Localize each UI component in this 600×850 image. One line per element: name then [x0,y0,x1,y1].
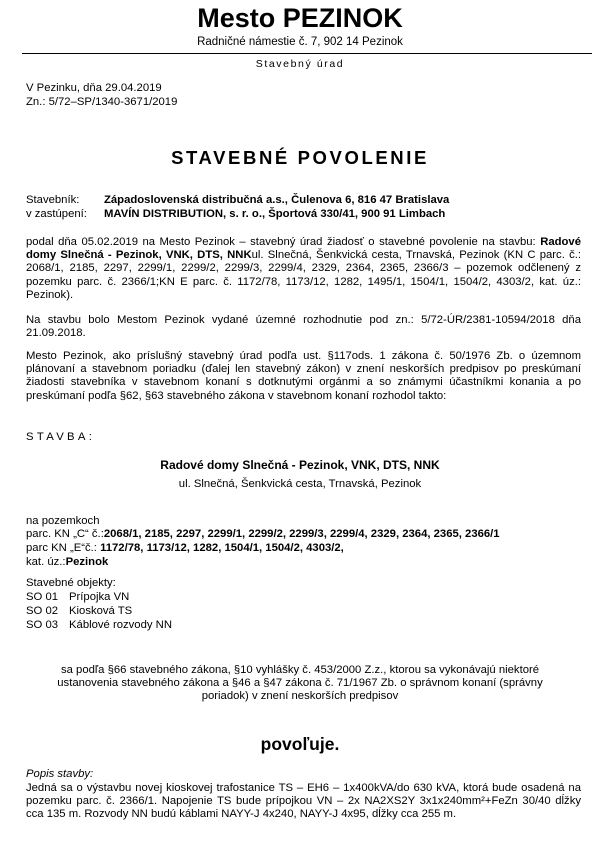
object-code: SO 03 [26,619,59,631]
verdict: povoľuje. [260,734,340,754]
project-name: Radové domy Slnečná - Pezinok, VNK, DTS, NNK [160,458,440,472]
object-code: SO 01 [26,591,59,603]
place-date: V Pezinku, dňa 29.04.2019 [26,82,162,94]
document-title: STAVEBNÉ POVOLENIE [171,147,429,168]
parcels-kn-c [26,528,500,541]
parcels-intro: na pozemkoch [26,515,100,527]
application-text-end: ul. Slnečná, Šenkvická cesta, Trnavská, Pezinok (KN C parc. č.: 2068/1, 2185, 2297, 2299/1, 2299/2, 2299/3, 2299/4, 2329, 2364, 2365, 2366/3 – pozemok odčlenený z pozemku parc. č. 2366/1;KN E parc. č. 1172/78, 1173/12, 1282, 1495/1, 1504/1, 1504/2, 4303/2, kat. úz.: Pezinok). [26,249,581,301]
legal-basis-paragraph: sa podľa §66 stavebného zákona, §10 vyhlášky č. 453/2000 Z.z., ktorou sa vykonávajú niektoré ustanovenia stavebného zákona a §46 a §47 zákona č. 71/1967 Zb. o správnom konaní (správny poriadok) v znení neskorších predpisov [57,664,543,703]
stavba-label: STAVBA: [26,431,96,443]
object-code: SO 02 [26,605,59,617]
builder-row [26,194,586,207]
building-objects-label: Stavebné objekty: [26,577,116,589]
object-name: Prípojka VN [69,591,130,603]
building-object-item [26,591,129,604]
parcels-kn-e-values: 1172/78, 1173/12, 1282, 1504/1, 1504/2, 4303/2, [100,542,344,554]
header-divider [22,53,592,54]
builder-label: Stavebník: [26,194,80,206]
parcels-kn-c-values: 2068/1, 2185, 2297, 2299/1, 2299/2, 2299/3, 2299/4, 2329, 2364, 2365, 2366/1 [103,528,500,540]
building-object-item [26,619,172,632]
town-title: Mesto PEZINOK [197,3,403,33]
representative-value: MAVÍN DISTRIBUTION, s. r. o., Športová 330/41, 900 91 Limbach [104,208,446,220]
description-text: Jedná sa o výstavbu novej kioskovej trafostanice TS – EH6 – 1x400kVA/do 630 kVA, ktorá bude osadená na pozemku parc. č. 2366/1. Napojenie TS bude prípojkou VN – 2x NA2XS2Y 3x1x240mm²+FeZn 30/40 dĺžky cca 135 m. Rozvody NN budú káblami NAYY-J 4x240, NAYY-J 4x95, dĺžky cca 255 m. [26,782,581,821]
builder-value: Západoslovenská distribučná a.s., Čulenova 6, 816 47 Bratislava [104,194,450,206]
project-address: ul. Slnečná, Šenkvická cesta, Trnavská, Pezinok [178,478,422,490]
zoning-decision-paragraph: Na stavbu bolo Mestom Pezinok vydané územné rozhodnutie pod zn.: 5/72-ÚR/2381-10594/2018 dňa 21.09.2018. [26,314,581,340]
building-object-item [26,605,132,618]
town-address: Radničné námestie č. 7, 902 14 Pezinok [197,36,403,48]
application-text-start: podal dňa 05.02.2019 na Mesto Pezinok – stavebný úrad žiadosť o stavebné povolenie na stavbu: [26,236,541,248]
description-label: Popis stavby: [26,768,94,780]
cadastral-area-value: Pezinok [65,556,109,568]
authority-paragraph: Mesto Pezinok, ako príslušný stavebný úrad podľa ust. §117ods. 1 zákona č. 50/1976 Zb. o územnom plánovaní a stavebnom poriadku (ďalej len stavebný zákon) v znení neskorších predpisov po preskúmaní žiadosti stavebníka v stavebnom konaní s dotknutými orgánmi a so známymi účastníkmi konania a po preskúmaní podľa §62, §63 stavebného zákona v stavebnom konaní rozhodol takto: [26,350,581,402]
office-name: Stavebný úrad [255,58,345,70]
object-name: Káblové rozvody NN [69,619,172,631]
representative-label: v zastúpení: [26,208,87,220]
parcels-cadastral-area [26,556,108,569]
cadastral-area-label: kat. úz.: [26,556,66,568]
representative-row [26,208,586,221]
application-project-name: Radové domy Slnečná - Pezinok, VNK, DTS, NNK [26,236,581,262]
parcels-kn-e-label: parc KN „E“č.: [26,542,97,554]
object-name: Kiosková TS [69,605,133,617]
parcels-kn-c-label: parc. KN „C“ č.: [26,528,104,540]
application-paragraph [26,236,581,302]
parcels-kn-e [26,542,344,555]
reference-number: Zn.: 5/72–SP/1340-3671/2019 [26,96,178,108]
